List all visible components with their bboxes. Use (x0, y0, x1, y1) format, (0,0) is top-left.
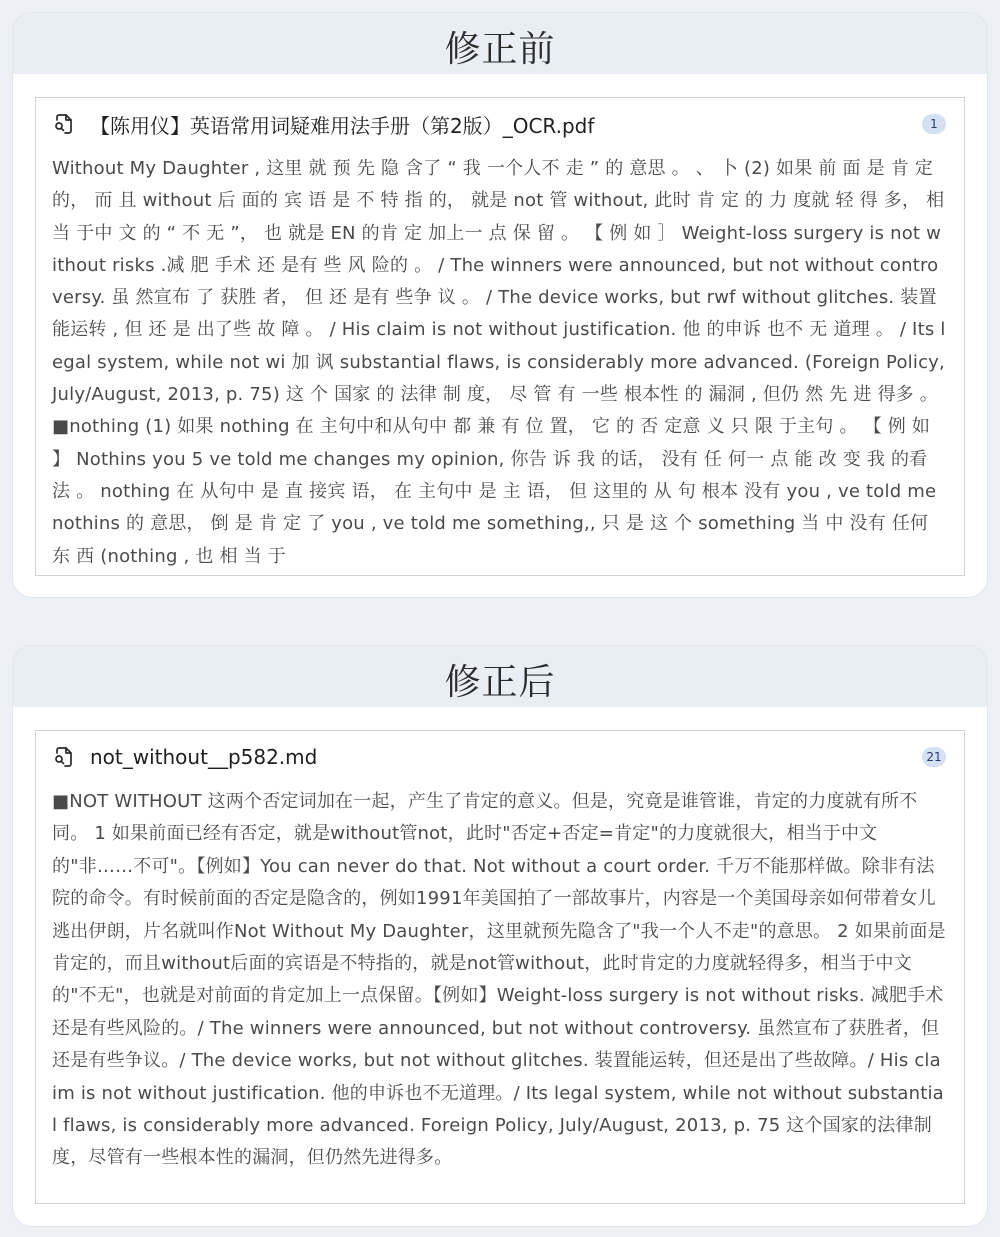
file-card (35, 730, 965, 1204)
file-name[interactable]: 【陈用仪】英语常用词疑难用法手册（第2版）_OCR.pdf (90, 113, 595, 138)
count-badge: 1 (922, 114, 946, 134)
file-header (52, 110, 946, 138)
count-badge: 21 (922, 747, 946, 767)
file-search-icon (52, 745, 76, 769)
panel-header (13, 646, 987, 707)
panel-title: 修正前 (444, 29, 556, 70)
file-content-text: Without My Daughter , 这里 就 预 先 隐 含了 “ 我 一个人不 走 ” 的 意思 。 、 卜 (2) 如果 前 面 是 肯 定 的， 而 且 without 后 面的 宾 语 是 不 特 指 的， 就是 not 管 without, 此时 肯 定 的 力 度就 轻 得 多， 相 当 于中 文 的 “ 不 无 ”， 也 就是 EN 的肯 定 加上一 点 保 留 。 【 例 如 ］ Weight-loss surgery is not without risks .减 肥 手术 还 是有 些 风 险的 。 / The winners were announced, but not without controversy. 虽 然宣布 了 获胜 者， 但 还 是有 些争 议 。 / The device works, but rwf without glitches. 装置能运转 , 但 还 是 出了些 故 障 。 / His claim is not without justification. 他 的申诉 也不 无 道理 。 / Its legal system, while not wi 加 讽 substantial flaws, is considerably more advanced. (Foreign Policy, July/August, 2013, p. 75) 这 个 国家 的 法律 制 度， 尽 管 有 一些 根本性 的 漏洞 , 但仍 然 先 进 得多 。 ■nothing (1) 如果 nothing 在 主句中和从句中 都 兼 有 位 置， 它 的 否 定意 义 只 限 于主句 。 【 例 如 】 Nothins you 5 ve told me changes my opinion, 你告 诉 我 的话， 没有 任 何一 点 能 改 变 我 的看 法 。 nothing 在 从句中 是 直 接宾 语， 在 主句中 是 主 语， 但 这里的 从 句 根本 没有 you , ve told me nothins 的 意思， 倒 是 肯 定 了 you , ve told me something,, 只 是 这 个 something 当 中 没有 任何东 西 (nothing , 也 相 当 于 (52, 158, 946, 567)
file-name[interactable]: not_without__p582.md (90, 745, 318, 769)
file-header (52, 743, 946, 771)
panel-header (13, 13, 987, 74)
panel-title: 修正后 (444, 662, 556, 703)
file-card (35, 97, 965, 576)
before-panel (12, 12, 988, 598)
file-search-icon (52, 112, 76, 136)
file-content-text: ■NOT WITHOUT 这两个否定词加在一起，产生了肯定的意义。但是，究竟是谁管谁，肯定的力度就有所不同。 1 如果前面已经有否定，就是without管not，此时"否定+否定=肯定"的力度就很大，相当于中文的"非……不可"。【例如】You can never do that. Not without a court order. 千万不能那样做。除非有法院的命令。有时候前面的否定是隐含的，例如1991年美国拍了一部故事片，内容是一个美国母亲如何带着女儿逃出伊朗，片名就叫作Not Without My Daughter，这里就预先隐含了"我一个人不走"的意思。 2 如果前面是肯定的，而且without后面的宾语是不特指的，就是not管without，此时肯定的力度就轻得多，相当于中文的"不无"，也就是对前面的肯定加上一点保留。【例如】Weight-loss surgery is not without risks. 减肥手术还是有些风险的。/ The winners were announced, but not without controversy. 虽然宣布了获胜者，但还是有些争议。/ The device works, but not without glitches. 装置能运转，但还是出了些故障。/ His claim is not without justification. 他的申诉也不无道理。/ Its legal system, while not without substantial flaws, is considerably more advanced. Foreign Policy, July/August, 2013, p. 75 这个国家的法律制度，尽管有一些根本性的漏洞，但仍然先进得多。 (52, 791, 946, 1169)
after-panel (12, 645, 988, 1227)
